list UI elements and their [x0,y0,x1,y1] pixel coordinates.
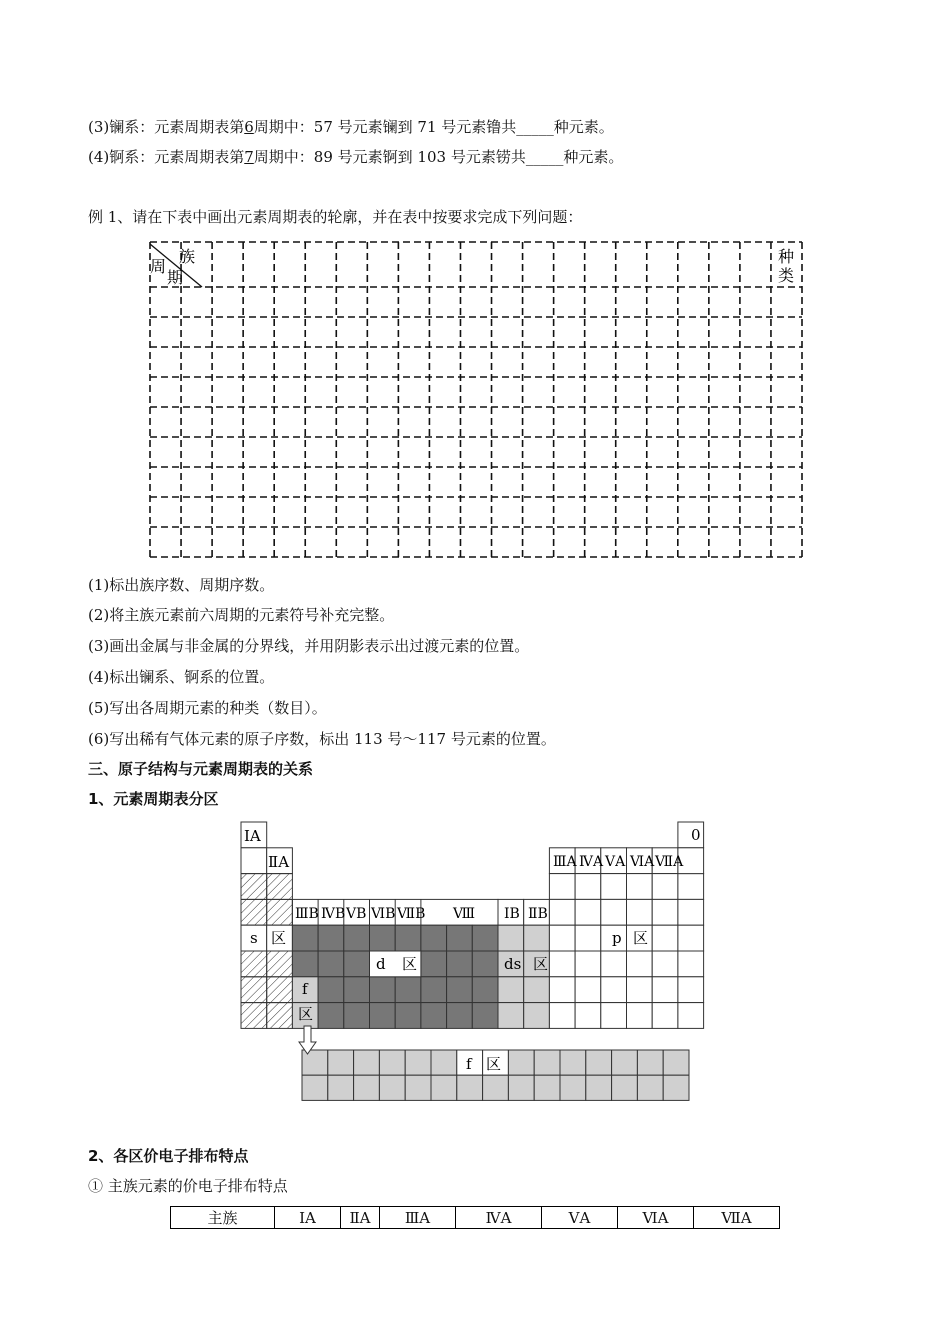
cell-p-block [678,977,704,1003]
cell-f-block [354,1075,380,1100]
cell-p-block [575,899,601,925]
cell-p-block [575,951,601,977]
cell-s-block [267,899,293,925]
cell-s-block [241,1003,267,1029]
label-s-qu: 区 [271,929,287,947]
cell-ds-block [524,1003,550,1029]
line-lanthanide: (3)镧系：元素周期表第6周期中：57 号元素镧到 71 号元素镥共_____种元素。 [88,118,614,136]
label-ds-qu: 区 [533,955,549,973]
cell-p-block [678,951,704,977]
label-group-2b: ⅡB [528,906,548,922]
cell-p-block [601,977,627,1003]
cell-f-block [457,1075,483,1100]
cell-s-block [241,848,267,874]
cell-d-block [344,977,370,1003]
label-group-4a: ⅣA [579,854,604,870]
cell-s-block [241,899,267,925]
cell-p-block [627,951,653,977]
cell-f-block [663,1050,689,1075]
label-group-5a: ⅤA [605,854,626,870]
cell-p-block [549,899,575,925]
cell-f-block [302,1075,328,1100]
line-actinide: (4)锕系：元素周期表第7周期中：89 号元素锕到 103 号元素铹共_____种元素。 [88,148,624,166]
cell-f-block [534,1050,560,1075]
cell-ds-block [524,925,550,951]
cell-p-block [601,874,627,900]
cell-d-block [370,1003,396,1029]
grid-zhou: 周 [150,257,167,276]
cell-p-block [678,899,704,925]
cell-p-block [627,899,653,925]
subsection-2-heading: 2、各区价电子排布特点 [88,1147,249,1165]
question-2: (2)将主族元素前六周期的元素符号补充完整。 [88,606,395,624]
cell-p-block [575,925,601,951]
cell-f-block [560,1050,586,1075]
cell-d-block [447,977,473,1003]
cell-p-block [549,977,575,1003]
label-group-1a: ⅠA [244,827,261,845]
grid-zhong: 种 [778,247,795,266]
cell-ds-block [524,977,550,1003]
cell-f-block [586,1075,612,1100]
label-f-marker-qu: 区 [298,1005,314,1023]
cell-p-block [627,874,653,900]
cell-d-block [472,951,498,977]
label-group-7b: ⅦB [397,906,426,922]
label-d: d [376,955,386,973]
cell-p-block [678,874,704,900]
cell-f-block [637,1050,663,1075]
cell-d-block [318,951,344,977]
cell-main-group: 主族 [171,1207,275,1229]
cell-f-block [612,1075,638,1100]
cell-s-block [241,977,267,1003]
label-group-6a: ⅥA [630,854,655,870]
cell-p-block [652,899,678,925]
cell-f-block [508,1050,534,1075]
cell-p-block [601,951,627,977]
grid-zu: 族 [179,247,196,266]
item-1-heading: ① 主族元素的价电子排布特点 [88,1177,288,1195]
cell-f-block [328,1050,354,1075]
cell-4a: ⅣA [456,1207,542,1229]
cell-d-block [370,977,396,1003]
label-ds: ds [504,955,522,973]
example-1: 例 1、请在下表中画出元素周期表的轮廓，并在表中按要求完成下列问题： [88,208,583,226]
cell-p-block [678,925,704,951]
cell-ds-block [498,977,524,1003]
cell-d-block [447,951,473,977]
cell-p-block [652,977,678,1003]
cell-f-block [663,1075,689,1100]
cell-d-block [318,1003,344,1029]
cell-f-block [560,1075,586,1100]
cell-d-block [472,925,498,951]
label-p: p [612,929,622,947]
cell-2a: ⅡA [341,1207,380,1229]
cell-d-block [447,925,473,951]
cell-d-block [318,925,344,951]
cell-p-block [627,1003,653,1029]
label-group-3b: ⅢB [295,906,319,922]
cell-p-block [575,1003,601,1029]
cell-s-block [267,951,293,977]
label-group-2a: ⅡA [268,853,290,871]
label-group-6b: ⅥB [371,906,396,922]
cell-f-block [508,1075,534,1100]
cell-f-block [405,1075,431,1100]
label-group-7a: ⅦA [655,854,684,870]
label-group-4b: ⅣB [321,906,346,922]
cell-p-block [549,925,575,951]
label-f-qu: 区 [486,1055,502,1073]
grid-lei: 类 [778,266,795,285]
cell-d-block [292,925,318,951]
label-p-qu: 区 [633,929,649,947]
label-f: f [466,1055,472,1073]
grid-qi: 期 [167,268,184,287]
section-3-heading: 三、原子结构与元素周期表的关系 [88,760,314,778]
cell-d-block [421,977,447,1003]
label-d-qu: 区 [402,955,418,973]
cell-p-block [549,951,575,977]
cell-f-block [586,1050,612,1075]
cell-f-block [379,1050,405,1075]
cell-f-block [328,1075,354,1100]
cell-p-block [627,977,653,1003]
cell-d-block [472,1003,498,1029]
question-3: (3)画出金属与非金属的分界线，并用阴影表示出过渡元素的位置。 [88,637,530,655]
question-5: (5)写出各周期元素的种类（数目）。 [88,699,327,717]
cell-d-block [395,977,421,1003]
cell-d-block [344,925,370,951]
cell-p-block [575,977,601,1003]
cell-p-block [652,874,678,900]
cell-f-block [483,1075,509,1100]
cell-f-block [405,1050,431,1075]
cell-p-block [575,874,601,900]
cell-d-block [421,925,447,951]
cell-d-block [370,925,396,951]
cell-f-block [302,1050,328,1075]
cell-p-block [652,951,678,977]
label-group-8: Ⅷ [453,906,476,922]
question-1: (1)标出族序数、周期序数。 [88,576,275,594]
cell-d-block [421,1003,447,1029]
cell-d-block [472,977,498,1003]
label-f-marker: f [302,980,308,998]
subsection-1-heading: 1、元素周期表分区 [88,790,219,808]
cell-f-block [534,1075,560,1100]
label-group-0: 0 [691,826,701,844]
cell-p-block [652,1003,678,1029]
label-group-1b: ⅠB [504,906,520,922]
cell-f-block [431,1050,457,1075]
cell-s-block [267,977,293,1003]
cell-f-block [431,1075,457,1100]
cell-1a: ⅠA [275,1207,341,1229]
question-6: (6)写出稀有气体元素的原子序数，标出 113 号～117 号元素的位置。 [88,730,556,748]
cell-p-block [549,874,575,900]
cell-3a: ⅢA [380,1207,456,1229]
cell-d-block [395,925,421,951]
question-4: (4)标出镧系、锕系的位置。 [88,668,275,686]
cell-s-block [267,1003,293,1029]
label-s: s [250,929,258,947]
cell-6a: ⅥA [618,1207,694,1229]
cell-s-block [241,951,267,977]
cell-f-block [354,1050,380,1075]
cell-s-block [241,874,267,900]
cell-d-block [318,977,344,1003]
cell-d-block [421,951,447,977]
main-group-table [170,1206,780,1229]
cell-f-block [637,1075,663,1100]
cell-7a: ⅦA [694,1207,780,1229]
cell-d-block [447,1003,473,1029]
cell-ds-block [498,925,524,951]
cell-p-block [678,1003,704,1029]
label-group-5b: ⅤB [346,906,367,922]
cell-f-block [612,1050,638,1075]
cell-p-block [601,1003,627,1029]
cell-p-block [549,1003,575,1029]
cell-d-block [344,951,370,977]
cell-d-block [395,1003,421,1029]
cell-f-block [379,1075,405,1100]
cell-ds-block [498,1003,524,1029]
cell-p-block [652,925,678,951]
cell-d-block [344,1003,370,1029]
cell-d-block [292,951,318,977]
cell-s-block [267,874,293,900]
label-group-3a: ⅢA [553,854,577,870]
cell-5a: ⅤA [542,1207,618,1229]
cell-p-block [601,899,627,925]
